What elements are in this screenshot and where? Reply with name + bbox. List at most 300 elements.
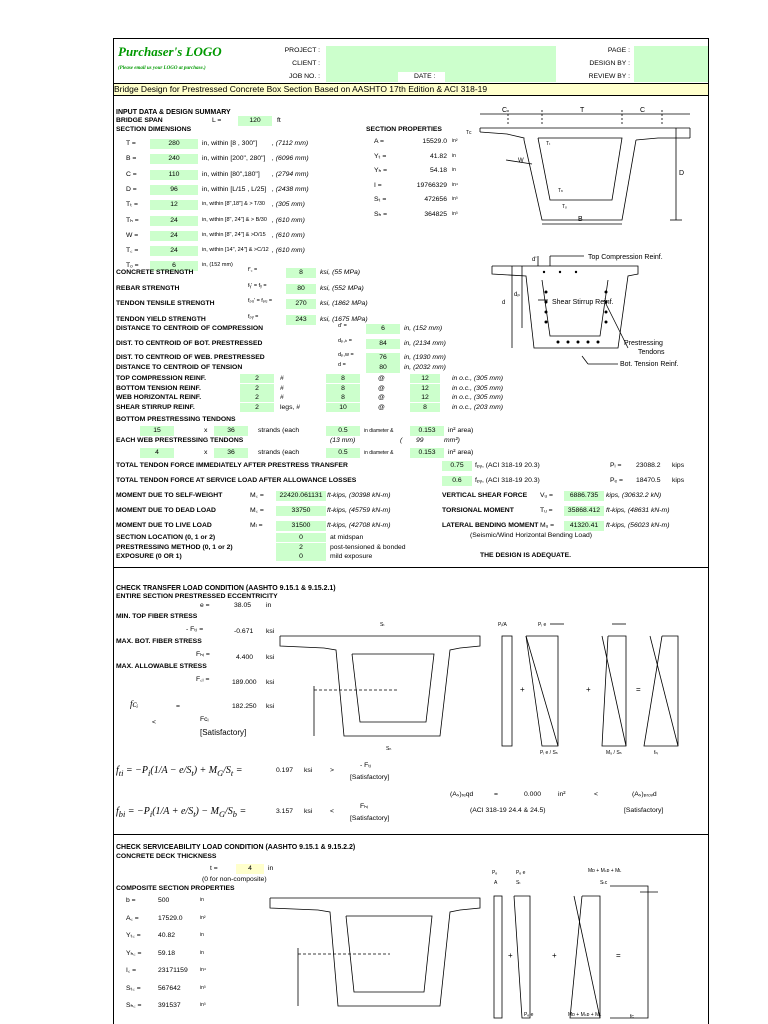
span-input[interactable]: 120: [238, 116, 272, 126]
dim-metric: , (610 mm): [272, 231, 305, 239]
f2-unit: ksi: [304, 808, 313, 815]
distance-symbol: dₚ,ₕ =: [338, 338, 352, 344]
bottom-tendon-each: strands (each: [258, 427, 300, 434]
bottom-tendon-metric-4: mm²): [444, 437, 460, 444]
as-satisfactory: [Satisfactory]: [624, 807, 664, 814]
input-heading: INPUT DATA & DESIGN SUMMARY: [116, 109, 231, 116]
reinf-times: #: [280, 394, 284, 401]
reinf-size[interactable]: 10: [326, 403, 360, 412]
reinf-times: #: [280, 384, 284, 392]
option-input[interactable]: 2: [276, 543, 326, 552]
as-unit: in²: [558, 791, 566, 798]
material-label: CONCRETE STRENGTH: [116, 269, 194, 276]
deck-t-symbol: t =: [210, 865, 218, 872]
material-label: TENDON TENSILE STRENGTH: [116, 300, 215, 307]
material-input[interactable]: 80: [286, 284, 316, 294]
reinf-label: SHEAR STIRRUP REINF.: [116, 403, 195, 411]
top-reinf-label: Top Compression Reinf.: [588, 254, 663, 261]
distance-symbol: dₚ,w =: [338, 352, 354, 358]
logo-note: (Please email us your LOGO at purchase.): [118, 66, 206, 71]
reinf-at: @: [378, 403, 385, 411]
lateral-note: (Seismic/Wind Horizontal Bending Load): [470, 532, 593, 539]
diagram-to-label: Tₒ: [562, 204, 567, 210]
bottom-tendon-area-unit: in² area): [448, 427, 474, 434]
option-label: EXPOSURE (0 OR 1): [116, 553, 182, 560]
bottom-tendon-diameter[interactable]: 0.5: [326, 426, 360, 436]
dim-unit: in, within [L/15 , L/25]: [202, 185, 267, 193]
composite-unit: in³: [200, 984, 206, 991]
reinf-at: @: [378, 375, 385, 382]
prop-unit: in: [452, 167, 456, 173]
max-bot-unit: ksi: [266, 654, 275, 661]
pi-symbol: Pᵢ =: [610, 462, 622, 469]
prop-value: 41.82: [429, 152, 447, 160]
option-label: PRESTRESSING METHOD (0, 1 or 2): [116, 543, 233, 551]
composite-unit: in²: [200, 914, 206, 921]
reinf-spacing[interactable]: 8: [410, 403, 440, 412]
service-ref: fₚᵧ, (ACI 318-19 20.3): [475, 477, 540, 484]
f1-satisfactory: [Satisfactory]: [350, 774, 390, 781]
web-tendon-strands[interactable]: 36: [214, 448, 248, 458]
web-tendon-x: x: [204, 449, 208, 456]
diagram-c-left-label: C: [502, 107, 508, 114]
dim-input[interactable]: 96: [150, 185, 198, 195]
material-symbol: f'꜀ =: [248, 267, 258, 273]
as-equals: =: [494, 791, 498, 798]
load-label: VERTICAL SHEAR FORCE: [442, 492, 528, 499]
material-symbol: fᵧ' = fᵧ =: [248, 282, 267, 289]
formula-bot-fiber: $f_{bi} = -P_i(1/A + e/S_t) - M_G/S_b$ =: [116, 806, 247, 819]
web-tendon-area[interactable]: 0.153: [410, 448, 444, 458]
dim-symbol: D =: [126, 185, 137, 193]
option-label: SECTION LOCATION (0, 1 or 2): [116, 534, 216, 541]
design-adequate: THE DESIGN IS ADEQUATE.: [480, 552, 572, 559]
f2-satisfactory: [Satisfactory]: [350, 815, 390, 822]
svg-text:Sₜ: Sₜ: [380, 622, 385, 628]
web-tendon-count[interactable]: 4: [140, 448, 174, 458]
reinf-at: @: [378, 394, 385, 401]
reinf-at: @: [378, 384, 385, 392]
client-label: CLIENT :: [292, 60, 320, 67]
reinf-spacing[interactable]: 12: [410, 393, 440, 402]
job-label: JOB NO. :: [289, 73, 320, 80]
material-unit: ksi, (1862 MPa): [320, 300, 368, 307]
moment-symbol: Mₗ =: [250, 522, 263, 529]
reinf-label: TOP COMPRESSION REINF.: [116, 375, 207, 382]
dim-input[interactable]: 24: [150, 231, 198, 241]
material-unit: ksi, (552 MPa): [320, 284, 364, 292]
svg-text:Pₑ e: Pₑ e: [524, 1012, 534, 1018]
distance-input[interactable]: 80: [366, 363, 400, 373]
dp-label: dₚ: [514, 292, 520, 298]
formula-top-fiber: $f_{ti} = -P_i(1/A - e/S_t) + M_G/S_t$ =: [116, 765, 243, 778]
load-label: TORSIONAL MOMENT: [442, 507, 514, 514]
distance-label: DISTANCE TO CENTROID OF TENSION: [116, 364, 243, 371]
as-required-symbol: (Aₛ)ᵣₑqd: [450, 791, 474, 798]
distance-input[interactable]: 76: [366, 353, 400, 363]
dim-metric: , (6096 mm): [272, 155, 309, 163]
diagram-tc-label: Tᴄ: [466, 130, 472, 136]
moment-symbol: M꜀ =: [250, 507, 264, 514]
load-unit: ft-kips, (56023 kN-m): [606, 522, 670, 529]
transfer-ref: fₚᵧ, (ACI 318-19 20.3): [475, 462, 540, 469]
svg-text:Mᴅ + Mₛᴅ + Mʟ: Mᴅ + Mₛᴅ + Mʟ: [588, 868, 622, 874]
reinf-size[interactable]: 8: [326, 393, 360, 402]
dim-input[interactable]: 24: [150, 216, 198, 226]
web-tendons-label: EACH WEB PRESTRESSING TENDONS: [116, 437, 244, 444]
deck-note: (0 for non-composite): [202, 876, 267, 883]
svg-text:+: +: [552, 951, 557, 960]
composite-unit: in: [200, 932, 204, 938]
transfer-heading: CHECK TRANSFER LOAD CONDITION (AASHTO 9.15.1 & 9.15.2.1): [116, 585, 336, 592]
composite-unit: in⁴: [200, 967, 207, 973]
deck-t-unit: in: [268, 865, 274, 872]
moment-input[interactable]: 31500: [276, 521, 326, 531]
prop-symbol: Sₕ =: [374, 210, 388, 218]
project-client-field[interactable]: [326, 46, 556, 72]
as-provided-symbol: (Aₛ)ₚᵣₒᵥd: [632, 791, 657, 798]
f2-rhs: Fₕᵢ: [360, 803, 368, 810]
eccentricity-label: ENTIRE SECTION PRESTRESSED ECCENTRICITY: [116, 593, 278, 600]
dim-symbol: Tₒ =: [126, 262, 139, 270]
job-number-field[interactable]: [326, 72, 398, 82]
prop-value: 15529.0: [422, 138, 447, 145]
diagram-c-right-label: C: [640, 107, 646, 114]
transfer-factor[interactable]: 0.75: [442, 461, 472, 471]
distance-unit: in, (152 mm): [404, 325, 443, 332]
e-value: 38.05: [234, 602, 252, 609]
material-label: TENDON YIELD STRENGTH: [116, 315, 206, 323]
material-input[interactable]: 270: [286, 299, 316, 309]
composite-value: 567642: [158, 984, 181, 992]
tendons-label: Tendons: [638, 349, 665, 356]
prop-value: 54.18: [429, 167, 447, 174]
fci-rhs: Fᴄᵢ: [200, 716, 209, 723]
reinf-unit: in o.c., (305 mm): [452, 394, 503, 401]
composite-value: 500: [158, 897, 170, 904]
load-symbol: Mᵤ =: [540, 522, 555, 529]
title-divider: [113, 95, 709, 96]
fci-value: 182.250: [232, 703, 257, 710]
dim-symbol: Tₜ =: [126, 201, 139, 209]
f2-value: 3.157: [276, 808, 294, 815]
composite-symbol: Sₜ꜀ =: [126, 984, 141, 992]
fci-lt: <: [152, 719, 156, 726]
web-tendon-each: strands (each: [258, 449, 300, 456]
design-by-label: DESIGN BY :: [589, 60, 630, 67]
distance-label: DIST. TO CENTROID OF WEB. PRESTRESSED: [116, 354, 265, 361]
dim-unit: in, within [200", 280"]: [202, 155, 266, 163]
pe-unit: kips: [672, 477, 685, 484]
moment-input[interactable]: 33750: [276, 506, 326, 516]
composite-unit: in: [200, 897, 204, 903]
moment-input[interactable]: 22420.061131: [276, 491, 326, 501]
prop-symbol: Yₕ =: [374, 167, 388, 174]
dim-symbol: W =: [126, 231, 139, 239]
stirrup-label: Shear Stirrup Reinf.: [552, 299, 614, 306]
moment-unit: ft-kips, (45759 kN-m): [327, 507, 391, 514]
prop-value: 472656: [424, 196, 447, 203]
prop-unit: in³: [452, 210, 458, 217]
diagram-t-label: T: [580, 107, 585, 114]
fci-equals: =: [176, 703, 180, 710]
distance-unit: in, (2032 mm): [404, 364, 446, 371]
option-desc: post-tensioned & bonded: [330, 543, 406, 551]
distance-label: DIST. TO CENTROID OF BOT. PRESTRESSED: [116, 340, 263, 347]
load-input[interactable]: 6886.735: [564, 491, 604, 501]
deck-label: CONCRETE DECK THICKNESS: [116, 853, 217, 860]
dim-metric: , (2438 mm): [272, 185, 309, 193]
prop-unit: in⁴: [452, 181, 459, 188]
material-label: REBAR STRENGTH: [116, 284, 180, 292]
composite-unit: in: [200, 949, 204, 956]
service-heading: CHECK SERVICEABILITY LOAD CONDITION (AASHTO 9.15.1 & 9.15.2.2): [116, 844, 356, 851]
fci-satisfactory: [Satisfactory]: [200, 728, 247, 737]
section-divider-2: [113, 834, 709, 835]
transfer-force-label: TOTAL TENDON FORCE IMMEDIATELY AFTER PRESTRESS TRANSFER: [116, 462, 348, 469]
max-bot-label: MAX. BOT. FIBER STRESS: [116, 638, 202, 645]
prop-symbol: Yₜ =: [374, 152, 387, 160]
deck-t-input[interactable]: 4: [236, 864, 264, 874]
f1-unit: ksi: [304, 767, 313, 774]
date-label: DATE :: [414, 73, 436, 80]
dprime-label: d': [532, 257, 537, 263]
min-top-unit: ksi: [266, 628, 275, 635]
svg-text:+: +: [586, 685, 591, 694]
distance-input[interactable]: 6: [366, 324, 400, 334]
dim-symbol: T꜀ =: [126, 247, 139, 255]
bottom-tendon-diameter-unit: in diameter &: [364, 428, 394, 434]
dim-unit: in, within [14", 24"] & >C/12: [202, 247, 269, 254]
section-divider-1: [113, 567, 709, 568]
reinf-count[interactable]: 2: [240, 393, 274, 402]
date-field[interactable]: [445, 72, 556, 82]
dim-unit: in, within [8", 24"] & > B/30: [202, 216, 267, 223]
option-desc: mild exposure: [330, 553, 373, 560]
min-top-symbol: - Fₜᵢ =: [186, 626, 204, 633]
dims-heading: SECTION DIMENSIONS: [116, 126, 192, 133]
company-logo: Purchaser's LOGO: [118, 44, 222, 59]
span-symbol: L =: [212, 117, 222, 124]
pi-unit: kips: [672, 462, 685, 469]
svg-text:fₕᵢ: fₕᵢ: [654, 750, 659, 756]
bottom-tendon-count[interactable]: 15: [140, 426, 174, 436]
load-symbol: Tᵤ =: [540, 507, 553, 514]
project-label: PROJECT :: [284, 47, 320, 54]
moment-symbol: M꜀ =: [250, 492, 264, 499]
allowable-unit: ksi: [266, 679, 275, 686]
distance-input[interactable]: 84: [366, 339, 400, 349]
bottom-tendon-metric-3: 99: [416, 437, 424, 444]
pi-value: 23088.2: [636, 462, 661, 469]
material-symbol: fₚᵤ' = fₚᵤ =: [248, 298, 273, 304]
distance-symbol: d =: [338, 362, 346, 368]
load-input[interactable]: 41320.41: [564, 521, 604, 531]
option-input[interactable]: 0: [276, 552, 326, 561]
dim-symbol: Tₕ =: [126, 216, 139, 224]
svg-text:Pₑ e: Pₑ e: [516, 870, 526, 876]
web-tendon-area-unit: in² area): [448, 449, 474, 456]
composite-unit: in³: [200, 1002, 206, 1008]
dim-metric: , (610 mm): [272, 247, 305, 255]
dim-unit: in, (152 mm): [202, 262, 233, 269]
material-unit: ksi, (1675 MPa): [320, 315, 368, 323]
svg-text:Pᵢ e: Pᵢ e: [538, 622, 547, 628]
reinf-label: BOTTOM TENSION REINF.: [116, 384, 201, 392]
reinf-size[interactable]: 8: [326, 384, 360, 393]
distance-label: DISTANCE TO CENTROID OF COMPRESSION: [116, 325, 264, 332]
svg-text:Sₜᴄ: Sₜᴄ: [600, 880, 608, 886]
f1-rhs: - Fₜᵢ: [360, 762, 372, 769]
svg-text:Mᴅ + Mₛᴅ + Mʟ: Mᴅ + Mₛᴅ + Mʟ: [568, 1012, 602, 1018]
allowable-symbol: F꜀ᵢ =: [196, 676, 210, 683]
bottom-tendon-strands[interactable]: 36: [214, 426, 248, 436]
service-factor[interactable]: 0.6: [442, 476, 472, 486]
load-input[interactable]: 35868.412: [564, 506, 604, 516]
dim-metric: , (305 mm): [272, 201, 305, 209]
f1-compare: >: [330, 767, 334, 774]
dim-input[interactable]: 24: [150, 246, 198, 256]
service-stress-diagram: [270, 856, 700, 1024]
reinf-label: WEB HORIZONTAL REINF.: [116, 394, 202, 401]
dim-symbol: T =: [126, 140, 136, 147]
diagram-b-label: B: [578, 216, 583, 223]
dim-unit: in, within [80",180"]: [202, 170, 260, 178]
bottom-tendons-label: BOTTOM PRESTRESSING TENDONS: [116, 416, 236, 423]
reinforcement-diagram: [488, 252, 708, 372]
web-tendon-diameter-unit: in diameter &: [364, 450, 394, 456]
span-label: BRIDGE SPAN: [116, 117, 163, 124]
reinf-count[interactable]: 2: [240, 374, 274, 383]
prop-value: 364825: [424, 210, 447, 218]
prop-symbol: I =: [374, 181, 382, 189]
allowable-label: MAX. ALLOWABLE STRESS: [116, 663, 207, 670]
reinf-count[interactable]: 2: [240, 403, 274, 412]
f1-value: 0.197: [276, 767, 294, 774]
moment-label: MOMENT DUE TO LIVE LOAD: [116, 522, 212, 529]
bottom-tendon-x: x: [204, 427, 208, 434]
dim-input[interactable]: 240: [150, 154, 198, 164]
load-unit: ft-kips, (48631 kN-m): [606, 507, 670, 514]
prop-unit: in²: [452, 138, 458, 144]
d-label: d: [502, 300, 506, 306]
dim-input[interactable]: 12: [150, 200, 198, 210]
svg-text:M₉ / Sₕ: M₉ / Sₕ: [606, 750, 622, 756]
option-input[interactable]: 0: [276, 533, 326, 542]
moment-unit: ft-kips, (42708 kN-m): [327, 522, 391, 529]
composite-value: 59.18: [158, 949, 176, 957]
composite-value: 17529.0: [158, 914, 183, 922]
max-bot-symbol: Fₕᵢ =: [196, 651, 210, 658]
pe-value: 18470.5: [636, 477, 661, 484]
prop-symbol: A =: [374, 138, 385, 145]
as-reference: (ACI 318-19 24.4 & 24.5): [470, 807, 546, 814]
diagram-d-label: D: [679, 170, 685, 177]
composite-symbol: b =: [126, 897, 136, 904]
box-section-diagram: [462, 100, 708, 230]
page-title: Bridge Design for Prestressed Concrete Box Section Based on AASHTO 17th Edition & ACI 318-19: [114, 84, 708, 95]
dim-metric: , (610 mm): [272, 216, 305, 224]
load-unit: kips, (30632.2 kN): [606, 492, 662, 499]
moment-label: MOMENT DUE TO SELF-WEIGHT: [116, 492, 223, 499]
reinf-spacing[interactable]: 12: [410, 374, 440, 383]
svg-text:Pᵢ e / Sₕ: Pᵢ e / Sₕ: [540, 750, 558, 756]
span-unit: ft: [277, 117, 281, 124]
svg-text:Sₕ: Sₕ: [386, 746, 392, 752]
distance-unit: in, (2134 mm): [404, 340, 446, 347]
composite-value: 40.82: [158, 932, 176, 939]
svg-text:Pᵢ/A: Pᵢ/A: [498, 622, 507, 628]
prop-unit: in³: [452, 196, 458, 202]
reinf-unit: in o.c., (203 mm): [452, 403, 503, 411]
dim-input[interactable]: 6: [150, 261, 198, 271]
min-top-label: MIN. TOP FIBER STRESS: [116, 613, 198, 620]
as-compare: <: [594, 791, 598, 798]
dim-metric: , (2794 mm): [272, 170, 309, 178]
pe-symbol: Pₑ =: [610, 477, 623, 484]
prop-unit: in: [452, 152, 456, 159]
svg-text:=: =: [636, 685, 641, 694]
service-force-label: TOTAL TENDON FORCE AT SERVICE LOAD AFTER ALLOWANCE LOSSES: [116, 477, 357, 484]
web-tendon-diameter[interactable]: 0.5: [326, 448, 360, 458]
material-input[interactable]: 8: [286, 268, 316, 278]
load-label: LATERAL BENDING MOMENT: [442, 522, 539, 529]
svg-text:A: A: [494, 880, 498, 886]
review-by-label: REVIEW BY :: [588, 73, 630, 80]
reinf-times: #: [280, 375, 284, 382]
material-unit: ksi, (55 MPa): [320, 269, 361, 276]
svg-text:+: +: [520, 685, 525, 694]
reinf-unit: in o.c., (305 mm): [452, 384, 503, 392]
reinf-times: legs, #: [280, 403, 301, 411]
reinf-count[interactable]: 2: [240, 384, 274, 393]
fci-symbol: fᴄᵢ: [130, 699, 138, 709]
e-symbol: e =: [200, 602, 210, 609]
svg-text:Pₑ: Pₑ: [492, 870, 498, 876]
bottom-tendon-metric-2: (: [400, 437, 403, 444]
page-info-field[interactable]: [634, 46, 708, 82]
bottom-tendon-area[interactable]: 0.153: [410, 426, 444, 436]
svg-text:=: =: [616, 951, 621, 960]
reinf-unit: in o.c., (305 mm): [452, 375, 503, 382]
dim-input[interactable]: 110: [150, 170, 198, 180]
allowable-value: 189.000: [232, 679, 257, 686]
dim-symbol: B =: [126, 155, 137, 163]
composite-heading: COMPOSITE SECTION PROPERTIES: [116, 885, 235, 892]
composite-value: 23171159: [158, 967, 188, 974]
distance-unit: in, (1930 mm): [404, 354, 446, 361]
composite-symbol: Yₕ꜀ =: [126, 949, 142, 957]
svg-text:Sₜ: Sₜ: [516, 880, 521, 886]
reinf-size[interactable]: 8: [326, 374, 360, 383]
moment-unit: ft-kips, (30398 kN-m): [327, 492, 391, 499]
composite-symbol: I꜀ =: [126, 967, 137, 974]
dim-unit: in, within [8 , 300"]: [202, 140, 258, 147]
transfer-stress-diagram: [280, 612, 700, 762]
option-desc: at midspan: [330, 534, 364, 541]
composite-symbol: Sₕ꜀ =: [126, 1002, 142, 1009]
dim-symbol: C =: [126, 170, 137, 178]
dim-input[interactable]: 280: [150, 139, 198, 149]
diagram-w-label: W: [518, 158, 524, 164]
e-unit: in: [266, 602, 272, 609]
props-heading: SECTION PROPERTIES: [366, 126, 442, 133]
max-bot-value: 4.400: [236, 654, 254, 661]
material-input[interactable]: 243: [286, 315, 316, 325]
material-symbol: fₚᵧ =: [248, 313, 259, 320]
composite-value: 391537: [158, 1002, 181, 1009]
reinf-spacing[interactable]: 12: [410, 384, 440, 393]
